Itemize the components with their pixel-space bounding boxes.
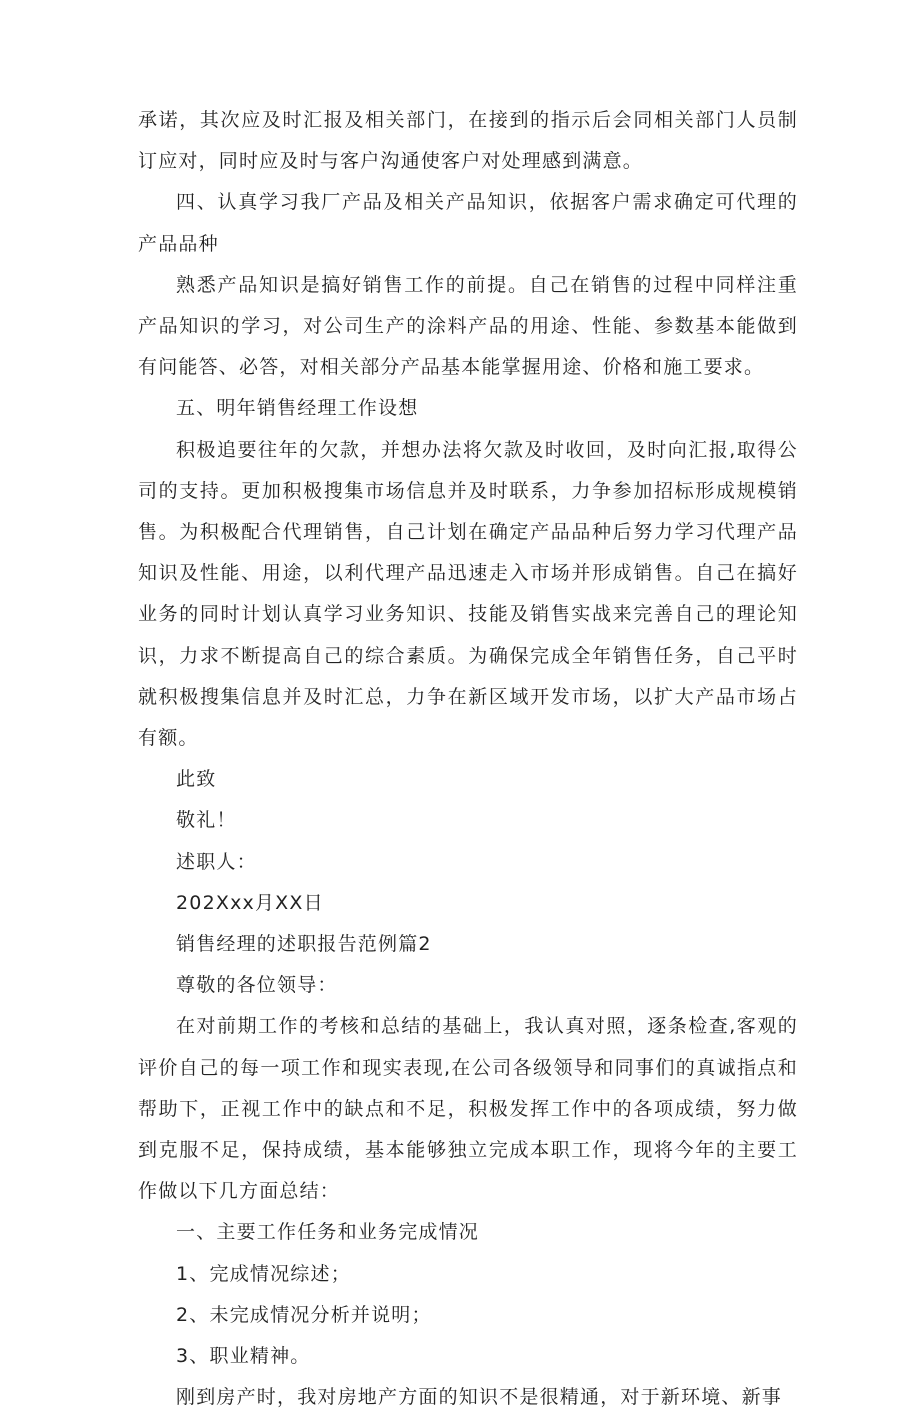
closing-date: 202Xxx月XX日 xyxy=(176,891,324,914)
paragraph-summary: 在对前期工作的考核和总结的基础上，我认真对照，逐条检查,客观的评价自己的每一项工作和现实表现,在公司各级领导和同事们的真诚指点和帮助下，正视工作中的缺点和不足，积极发挥工作中的各项成绩，努力做到克服不足，保持成绩，基本能够独立完成本职工作，现将今年的主要工作做以下几方面总结： xyxy=(138,1015,798,1203)
paragraph-plan: 积极追要往年的欠款，并想办法将欠款及时收回，及时向汇报,取得公司的支持。更加积极搜集市场信息并及时联系，力争参加招标形成规模销售。为积极配合代理销售，自己计划在确定产品品种后努力学习代理产品知识及性能、用途，以利代理产品迅速走入市场并形成销售。自己在搞好业务的同时计划认真学习业务知识、技能及销售实战来完善自己的理论知识，力求不断提高自己的综合素质。为确保完成全年销售任务，自己平时就积极搜集信息并及时汇总，力争在新区域开发市场，以扩大产品市场占有额。 xyxy=(138,438,798,750)
closing-jingli: 敬礼！ xyxy=(176,809,237,832)
paragraph-product-knowledge: 熟悉产品知识是搞好销售工作的前提。自己在销售的过程中同样注重产品知识的学习，对公司生产的涂料产品的用途、性能、参数基本能做到有问能答、必答，对相关部分产品基本能掌握用途、价格和施工要求。 xyxy=(138,273,798,379)
heading-four: 四、认真学习我厂产品及相关产品知识，依据客户需求确定可代理的产品品种 xyxy=(138,191,798,255)
item-incomplete: 2、未完成情况分析并说明； xyxy=(176,1303,432,1326)
closing-cizhi: 此致 xyxy=(176,768,217,791)
salutation: 尊敬的各位领导： xyxy=(176,974,338,997)
closing-reporter: 述职人： xyxy=(176,850,257,873)
section-title-2: 销售经理的述职报告范例篇2 xyxy=(176,933,432,956)
paragraph-last: 刚到房产时，我对房地产方面的知识不是很精通，对于新环境、新事 xyxy=(176,1386,783,1409)
heading-five: 五、明年销售经理工作设想 xyxy=(176,397,419,420)
document-body xyxy=(138,100,798,1419)
item-main-tasks: 一、主要工作任务和业务完成情况 xyxy=(176,1221,480,1244)
item-spirit: 3、职业精神。 xyxy=(176,1345,311,1368)
paragraph-commitment: 承诺，其次应及时汇报及相关部门，在接到的指示后会同相关部门人员制订应对，同时应及时与客户沟通使客户对处理感到满意。 xyxy=(138,109,798,173)
item-completion: 1、完成情况综述； xyxy=(176,1262,351,1285)
